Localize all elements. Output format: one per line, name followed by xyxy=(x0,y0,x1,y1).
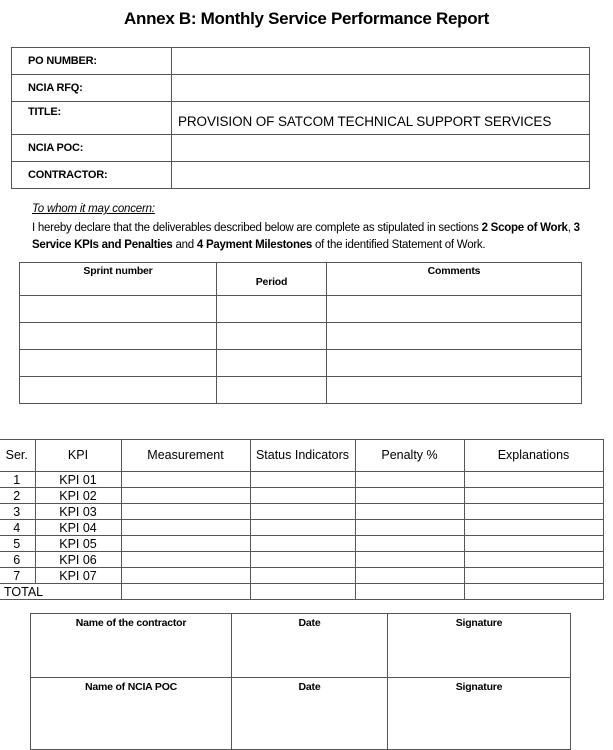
kpi-row xyxy=(0,520,603,536)
kpi-cell: KPI 07 xyxy=(35,568,121,584)
explanation-cell[interactable] xyxy=(464,504,603,520)
declaration-text-part: and xyxy=(172,239,197,251)
status-cell[interactable] xyxy=(250,552,355,568)
penalty-cell[interactable] xyxy=(355,568,464,584)
contractor-name-cell[interactable]: Name of the contractor xyxy=(31,614,232,678)
status-cell[interactable] xyxy=(250,520,355,536)
contractor-field[interactable] xyxy=(172,162,590,189)
ncia-poc-signature-cell[interactable]: Signature xyxy=(388,678,571,750)
explanation-cell[interactable] xyxy=(464,488,603,504)
ncia-poc-date-cell[interactable]: Date xyxy=(232,678,388,750)
ser-cell: 4 xyxy=(0,520,35,536)
ncia-rfq-label: NCIA RFQ: xyxy=(12,75,172,102)
contractor-label: CONTRACTOR: xyxy=(12,162,172,189)
total-explanation-cell[interactable] xyxy=(464,584,603,600)
sprint-table xyxy=(19,262,582,404)
sprint-number-cell[interactable] xyxy=(20,350,217,377)
sprint-row xyxy=(20,323,582,350)
period-cell[interactable] xyxy=(217,296,327,323)
penalty-cell[interactable] xyxy=(355,520,464,536)
kpi-cell: KPI 02 xyxy=(35,488,121,504)
status-cell[interactable] xyxy=(250,488,355,504)
penalty-header: Penalty % xyxy=(355,440,464,472)
title-label: TITLE: xyxy=(12,102,172,135)
kpi-row xyxy=(0,536,603,552)
measurement-cell[interactable] xyxy=(121,488,250,504)
total-penalty-cell[interactable] xyxy=(355,584,464,600)
penalty-cell[interactable] xyxy=(355,504,464,520)
measurement-cell[interactable] xyxy=(121,568,250,584)
sprint-number-header: Sprint number xyxy=(20,263,217,296)
ser-cell: 2 xyxy=(0,488,35,504)
kpi-row xyxy=(0,568,603,584)
salutation: To whom it may concern: xyxy=(32,203,155,215)
comments-cell[interactable] xyxy=(327,296,582,323)
ncia-rfq-field[interactable] xyxy=(172,75,590,102)
sprint-number-cell[interactable] xyxy=(20,323,217,350)
ser-cell: 6 xyxy=(0,552,35,568)
explanation-cell[interactable] xyxy=(464,568,603,584)
info-row-ncia-rfq xyxy=(12,75,590,102)
ser-cell: 7 xyxy=(0,568,35,584)
penalty-cell[interactable] xyxy=(355,472,464,488)
measurement-cell[interactable] xyxy=(121,552,250,568)
declaration-text-part: , xyxy=(567,222,574,234)
total-measurement-cell[interactable] xyxy=(121,584,250,600)
period-cell[interactable] xyxy=(217,377,327,404)
explanation-cell[interactable] xyxy=(464,520,603,536)
period-cell[interactable] xyxy=(217,323,327,350)
kpi-row xyxy=(0,488,603,504)
comments-header: Comments xyxy=(327,263,582,296)
sprint-row xyxy=(20,377,582,404)
kpi-row xyxy=(0,552,603,568)
declaration-text-part: I hereby declare that the deliverables described below are complete as stipulated in sections xyxy=(32,222,482,234)
ncia-poc-label: NCIA POC: xyxy=(12,135,172,162)
po-number-field[interactable] xyxy=(172,48,590,75)
kpi-cell: KPI 03 xyxy=(35,504,121,520)
explanation-cell[interactable] xyxy=(464,472,603,488)
comments-cell[interactable] xyxy=(327,323,582,350)
kpi-cell: KPI 04 xyxy=(35,520,121,536)
kpi-row xyxy=(0,472,603,488)
contractor-date-cell[interactable]: Date xyxy=(232,614,388,678)
explanation-cell[interactable] xyxy=(464,536,603,552)
sprint-row xyxy=(20,350,582,377)
info-row-contractor xyxy=(12,162,590,189)
contractor-signature-row xyxy=(31,614,571,678)
info-row-title xyxy=(12,102,590,135)
kpi-cell: KPI 01 xyxy=(35,472,121,488)
ser-header: Ser. xyxy=(0,440,35,472)
measurement-cell[interactable] xyxy=(121,520,250,536)
sprint-number-cell[interactable] xyxy=(20,377,217,404)
declaration-bold-kpis: 3 Service KPIs and Penalties xyxy=(32,222,580,251)
kpi-row xyxy=(0,504,603,520)
period-header: Period xyxy=(217,263,327,296)
kpi-cell: KPI 06 xyxy=(35,552,121,568)
info-row-po-number xyxy=(12,48,590,75)
ncia-poc-field[interactable] xyxy=(172,135,590,162)
ncia-poc-signature-row xyxy=(31,678,571,750)
period-cell[interactable] xyxy=(217,350,327,377)
measurement-cell[interactable] xyxy=(121,504,250,520)
comments-cell[interactable] xyxy=(327,350,582,377)
declaration-text xyxy=(32,220,597,254)
status-cell[interactable] xyxy=(250,472,355,488)
sprint-number-cell[interactable] xyxy=(20,296,217,323)
explanation-cell[interactable] xyxy=(464,552,603,568)
total-status-cell[interactable] xyxy=(250,584,355,600)
info-table xyxy=(11,47,590,189)
status-indicators-header: Status Indicators xyxy=(250,440,355,472)
title-field[interactable]: PROVISION OF SATCOM TECHNICAL SUPPORT SERVICES xyxy=(172,102,590,135)
explanations-header: Explanations xyxy=(464,440,603,472)
status-cell[interactable] xyxy=(250,536,355,552)
kpi-total-row xyxy=(0,584,603,600)
declaration-bold-scope: 2 Scope of Work xyxy=(481,222,568,234)
penalty-cell[interactable] xyxy=(355,552,464,568)
ser-cell: 3 xyxy=(0,504,35,520)
kpi-header-row xyxy=(0,440,603,472)
signature-table xyxy=(30,613,571,750)
info-row-ncia-poc xyxy=(12,135,590,162)
po-number-label: PO NUMBER: xyxy=(12,48,172,75)
page-title: Annex B: Monthly Service Performance Report xyxy=(124,9,489,28)
ser-cell: 1 xyxy=(0,472,35,488)
kpi-cell: KPI 05 xyxy=(35,536,121,552)
status-cell[interactable] xyxy=(250,568,355,584)
sprint-row xyxy=(20,296,582,323)
contractor-signature-cell[interactable]: Signature xyxy=(388,614,571,678)
kpi-table xyxy=(0,439,604,600)
ser-cell: 5 xyxy=(0,536,35,552)
measurement-header: Measurement xyxy=(121,440,250,472)
penalty-cell[interactable] xyxy=(355,488,464,504)
sprint-header-row xyxy=(20,263,582,296)
ncia-poc-name-cell[interactable]: Name of NCIA POC xyxy=(31,678,232,750)
total-label: TOTAL xyxy=(0,584,121,600)
penalty-cell[interactable] xyxy=(355,536,464,552)
measurement-cell[interactable] xyxy=(121,472,250,488)
declaration-text-part: of the identified Statement of Work. xyxy=(312,239,486,251)
status-cell[interactable] xyxy=(250,504,355,520)
measurement-cell[interactable] xyxy=(121,536,250,552)
declaration-bold-milestones: 4 Payment Milestones xyxy=(196,239,313,251)
kpi-header: KPI xyxy=(35,440,121,472)
comments-cell[interactable] xyxy=(327,377,582,404)
